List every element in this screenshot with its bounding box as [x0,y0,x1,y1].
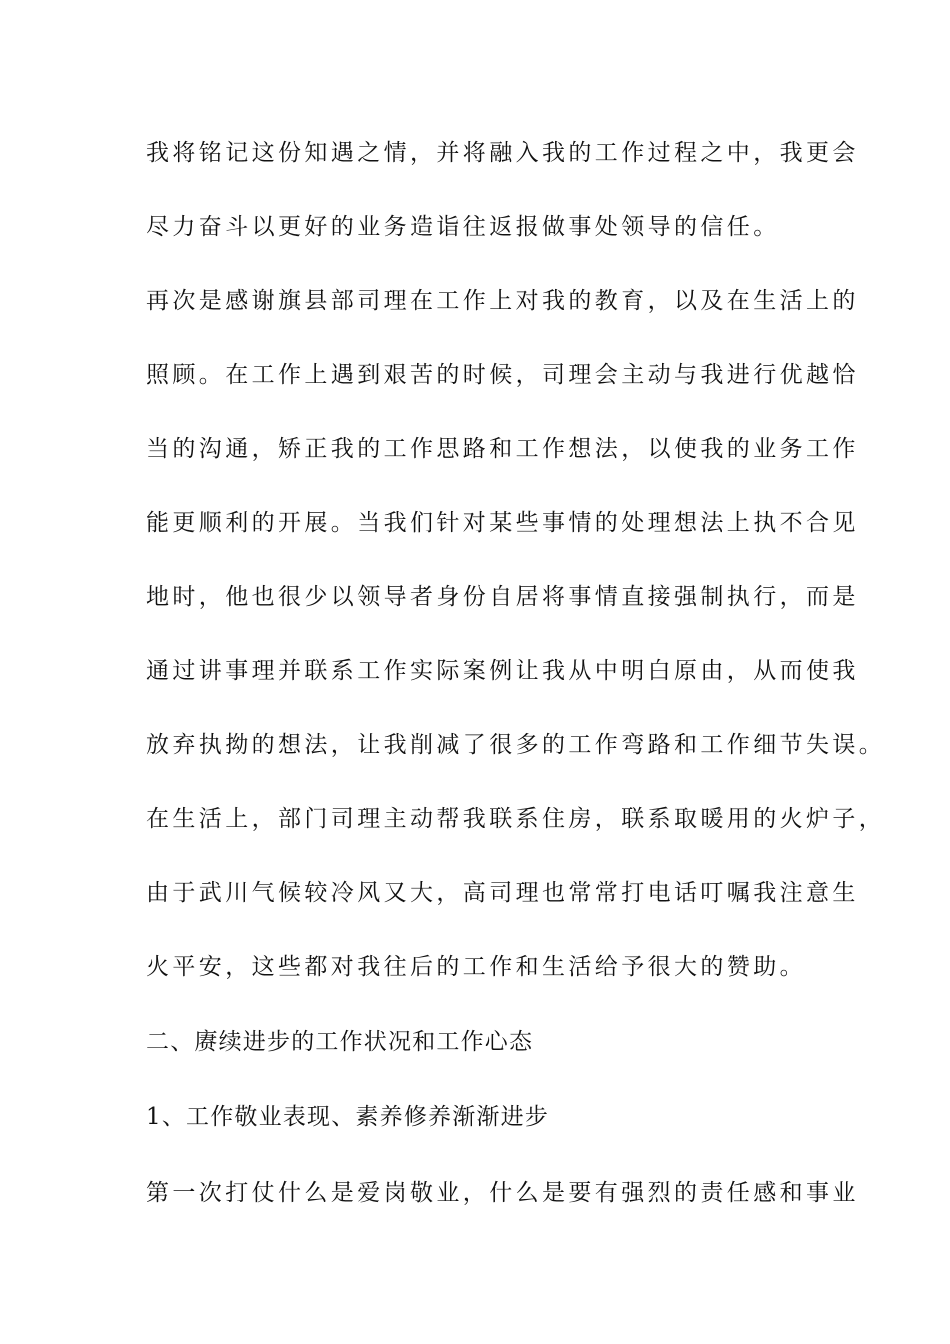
subsection-heading: 1、工作敬业表现、素养修养渐渐进步 [146,1104,550,1130]
paragraph-line: 尽力奋斗以更好的业务造诣往返报做事处领导的信任。 [146,214,780,240]
paragraph-line: 通过讲事理并联系工作实际案例让我从中明白原由，从而使我 [146,658,859,684]
paragraph-line: 火平安，这些都对我往后的工作和生活给予很大的赞助。 [146,954,806,980]
paragraph-line: 当的沟通，矫正我的工作思路和工作想法，以使我的业务工作 [146,436,859,462]
paragraph-line: 第一次打仗什么是爱岗敬业，什么是要有强烈的责任感和事业 [146,1180,859,1206]
paragraph-line: 放弃执拗的想法，让我削减了很多的工作弯路和工作细节失误。 [146,732,886,758]
paragraph-line: 由于武川气候较冷风又大，高司理也常常打电话叮嘱我注意生 [146,880,859,906]
paragraph-line: 地时，他也很少以领导者身份自居将事情直接强制执行，而是 [146,584,859,610]
section-heading: 二、赓续进步的工作状况和工作心态 [146,1029,534,1055]
paragraph-line: 在生活上，部门司理主动帮我联系住房，联系取暖用的火炉子， [146,806,886,832]
paragraph-line: 再次是感谢旗县部司理在工作上对我的教育，以及在生活上的 [146,288,859,314]
paragraph-line: 照顾。在工作上遇到艰苦的时候，司理会主动与我进行优越恰 [146,362,859,388]
paragraph-line: 能更顺利的开展。当我们针对某些事情的处理想法上执不合见 [146,510,859,536]
paragraph-line: 我将铭记这份知遇之情，并将融入我的工作过程之中，我更会 [146,140,859,166]
